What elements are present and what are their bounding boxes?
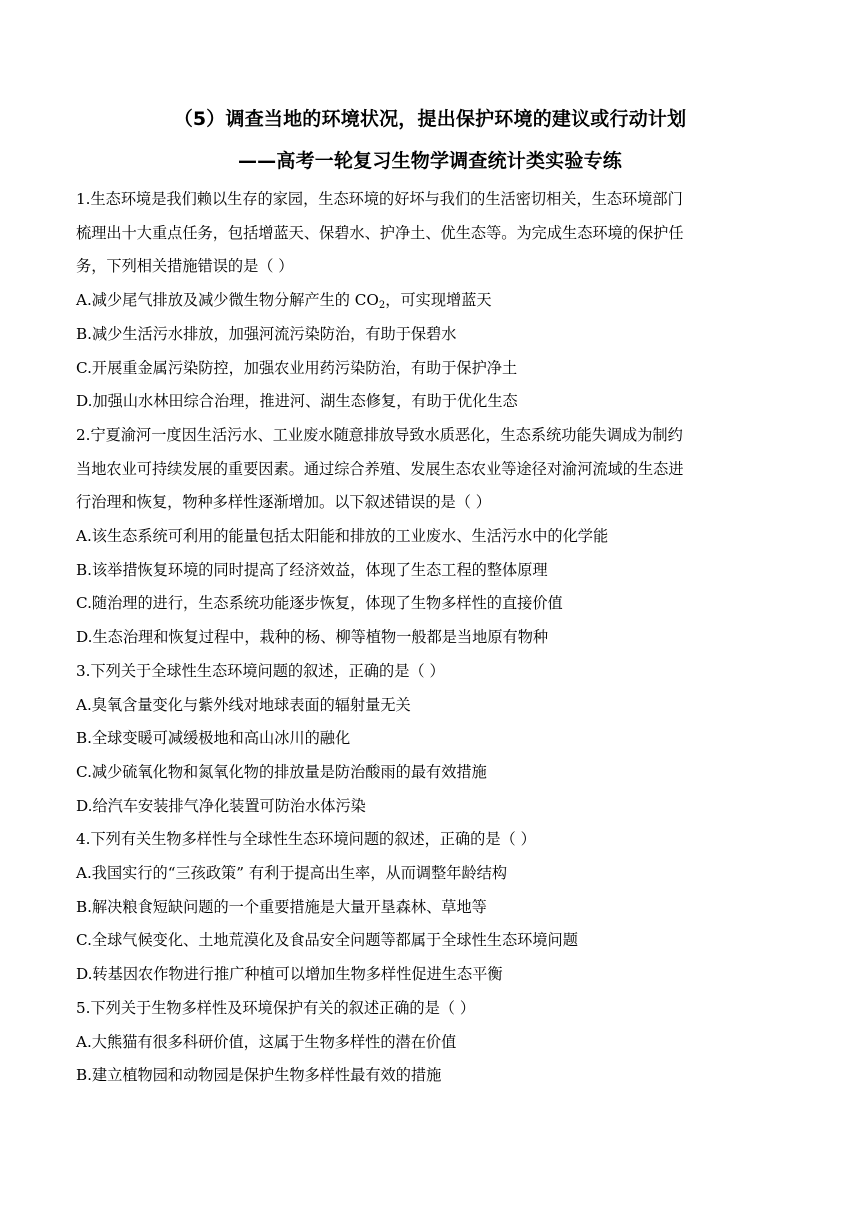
q4-option-d: D.转基因农作物进行推广种植可以增加生物多样性促进生态平衡 <box>76 965 503 984</box>
q2-option-c: C.随治理的进行，生态系统功能逐步恢复，体现了生物多样性的直接价值 <box>76 594 563 613</box>
q4-option-b: B.解决粮食短缺问题的一个重要措施是大量开垦森林、草地等 <box>76 897 487 916</box>
q1-option-b: B.减少生活污水排放，加强河流污染防治，有助于保碧水 <box>76 324 457 343</box>
q3-option-c: C.减少硫氧化物和氮氧化物的排放量是防治酸雨的最有效措施 <box>76 762 487 781</box>
q3-option-a: A.臭氧含量变化与紫外线对地球表面的辐射量无关 <box>76 695 411 714</box>
title-line-1: （5）调查当地的环境状况，提出保护环境的建议或行动计划 <box>173 108 687 130</box>
q1-option-a-tail: ，可实现增蓝天 <box>385 291 492 310</box>
q3-option-b: B.全球变暖可减缓极地和高山冰川的融化 <box>76 729 351 748</box>
q1-option-a-text: A.减少尾气排放及减少微生物分解产生的 CO <box>76 291 379 310</box>
q5-option-a: A.大熊猫有很多科研价值，这属于生物多样性的潜在价值 <box>76 1032 457 1051</box>
q1-option-a <box>76 284 782 318</box>
q4-option-a: A.我国实行的“三孩政策” 有利于提高出生率，从而调整年龄结构 <box>76 864 508 883</box>
q2-option-a: A.该生态系统可利用的能量包括太阳能和排放的工业废水、生活污水中的化学能 <box>76 527 609 546</box>
q1-stem-line-1: 1.生态环境是我们赖以生存的家园，生态环境的好坏与我们的生活密切相关，生态环境部门 <box>76 190 683 208</box>
q2-stem-line-3: 行治理和恢复，物种多样性逐渐增加。以下叙述错误的是（ ） <box>76 493 491 512</box>
q2-option-b: B.该举措恢复环境的同时提高了经济效益，体现了生态工程的整体原理 <box>76 560 548 579</box>
q1-stem-line-3: 务，下列相关措施错误的是（ ） <box>76 257 294 276</box>
q2-stem-line-1: 2.宁夏渝河一度因生活污水、工业废水随意排放导致水质恶化，生态系统功能失调成为制约 <box>76 425 683 444</box>
q1-option-a-subscript: 2 <box>378 300 386 312</box>
question-list <box>76 183 782 1093</box>
title-line-2: ——高考一轮复习生物学调查统计类实验专练 <box>237 150 622 172</box>
q1-option-c: C.开展重金属污染防控，加强农业用药污染防治，有助于保护净土 <box>76 358 518 377</box>
q4-option-c: C.全球气候变化、土地荒漠化及食品安全问题等都属于全球性生态环境问题 <box>76 931 578 950</box>
q2-stem-line-2: 当地农业可持续发展的重要因素。通过综合养殖、发展生态农业等途径对渝河流域的生态进 <box>76 459 684 478</box>
q4-stem-line-1: 4.下列有关生物多样性与全球性生态环境问题的叙述，正确的是（ ） <box>76 830 536 849</box>
q5-option-b: B.建立植物园和动物园是保护生物多样性最有效的措施 <box>76 1066 442 1085</box>
q5-stem-line-1: 5.下列关于生物多样性及环境保护有关的叙述正确的是（ ） <box>76 998 476 1017</box>
q3-option-d: D.给汽车安装排气净化装置可防治水体污染 <box>76 796 366 815</box>
q1-stem-line-2: 梳理出十大重点任务，包括增蓝天、保碧水、护净土、优生态等。为完成生态环境的保护任 <box>76 223 684 242</box>
q3-stem-line-1: 3.下列关于全球性生态环境问题的叙述，正确的是（ ） <box>76 661 445 680</box>
q2-option-d: D.生态治理和恢复过程中，栽种的杨、柳等植物一般都是当地原有物种 <box>76 628 549 647</box>
q1-option-d: D.加强山水林田综合治理，推进河、湖生态修复，有助于优化生态 <box>76 392 518 411</box>
